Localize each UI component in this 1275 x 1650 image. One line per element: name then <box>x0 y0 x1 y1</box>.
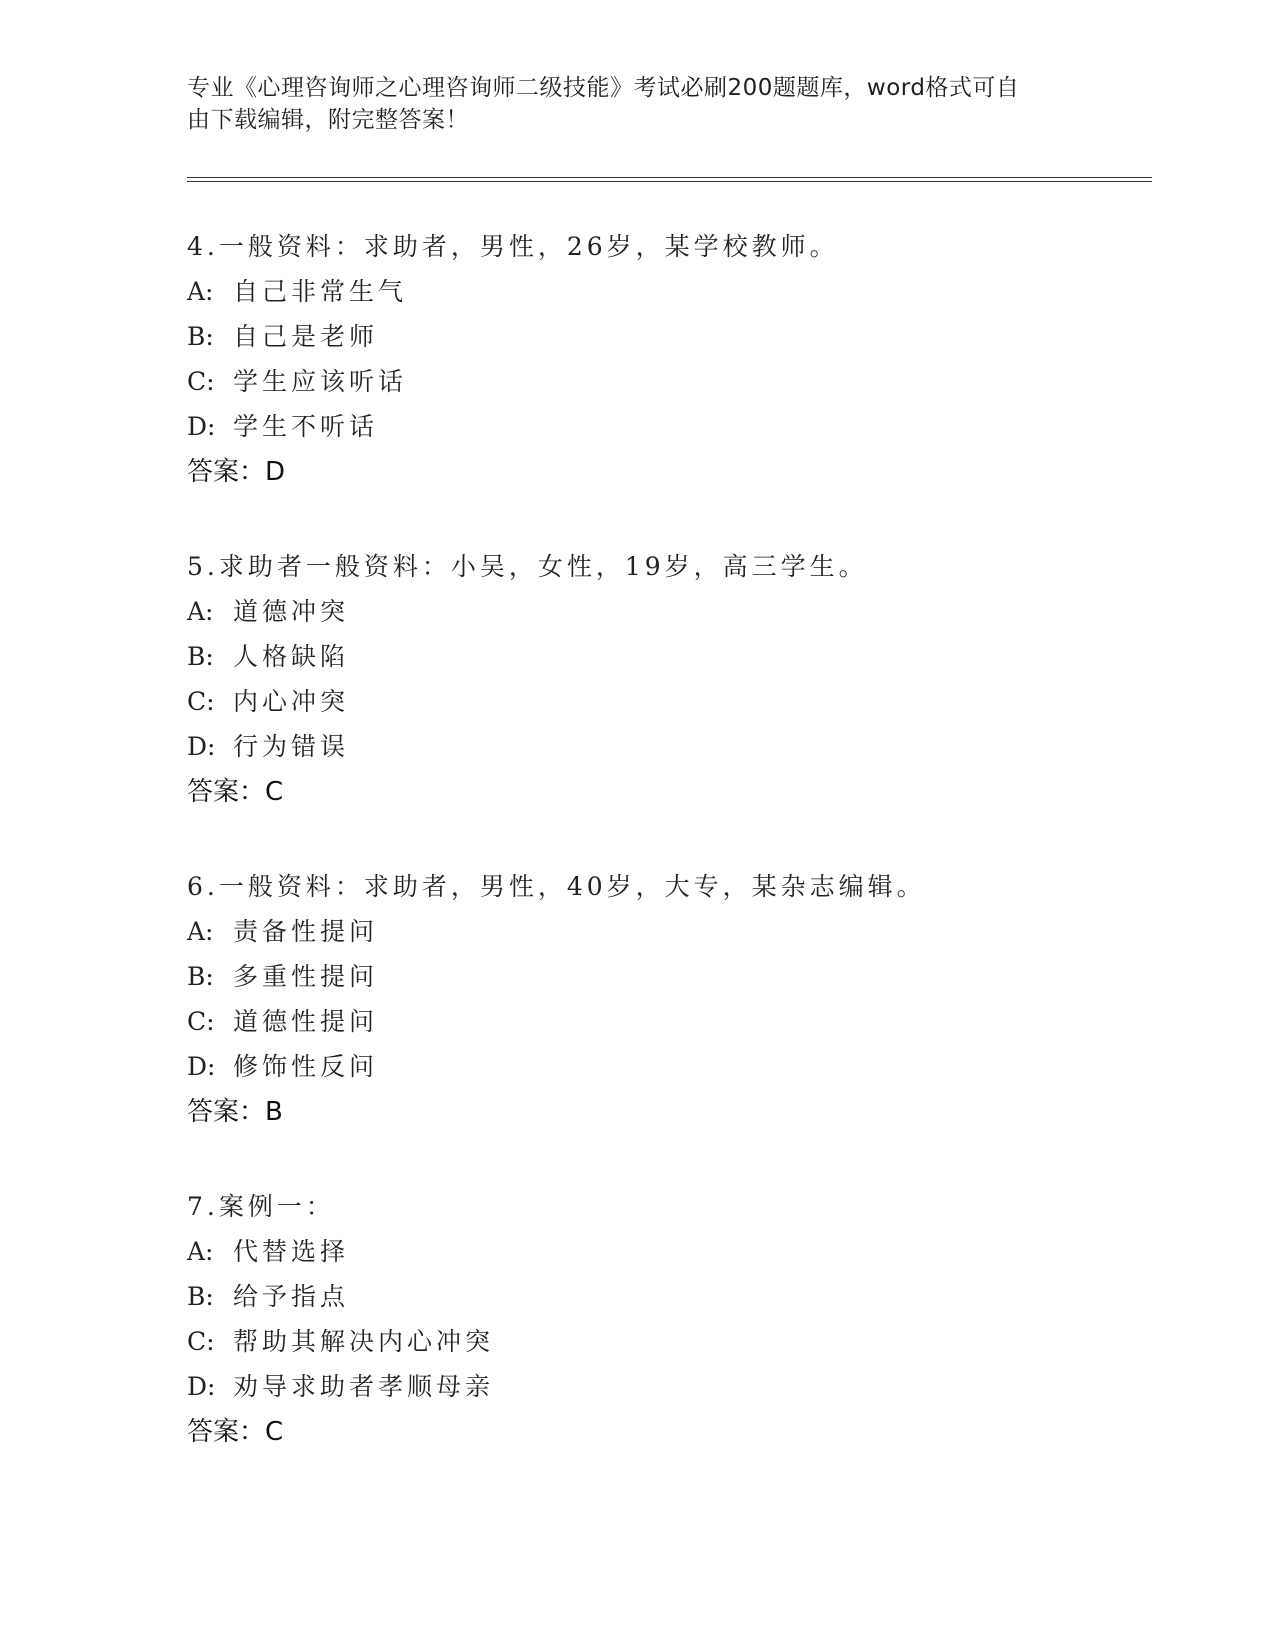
option-text: 行为错误 <box>233 732 350 761</box>
answer-line: 答案：C <box>187 1417 284 1447</box>
header-divider-top <box>187 177 1152 178</box>
option-text: 代替选择 <box>233 1237 350 1266</box>
option-d <box>187 732 349 762</box>
option-c <box>187 1007 378 1037</box>
option-a <box>187 1237 349 1267</box>
option-letter: C: <box>187 1327 215 1356</box>
question-item <box>187 1192 1147 1512</box>
document-header <box>187 72 1067 136</box>
option-text: 学生应该听话 <box>233 367 408 396</box>
question-stem: 5.求助者一般资料：小吴，女性，19岁，高三学生。 <box>187 552 868 581</box>
question-item <box>187 552 1147 872</box>
option-letter: B: <box>187 962 214 991</box>
option-text: 道德性提问 <box>233 1007 379 1036</box>
question-stem: 7.案例一： <box>187 1192 335 1221</box>
question-stem: 4.一般资料：求助者，男性，26岁，某学校教师。 <box>187 232 839 261</box>
option-letter: D: <box>187 732 216 761</box>
option-d <box>187 1372 494 1402</box>
answer-line: 答案：D <box>187 457 286 487</box>
option-c <box>187 1327 494 1357</box>
option-c <box>187 367 407 397</box>
option-letter: B: <box>187 1282 214 1311</box>
header-line-1: 专业《心理咨询师之心理咨询师二级技能》考试必刷200题题库，word格式可自 <box>187 75 1020 101</box>
option-text: 多重性提问 <box>233 962 379 991</box>
option-text: 内心冲突 <box>233 687 350 716</box>
option-text: 劝导求助者孝顺母亲 <box>233 1372 495 1401</box>
option-b <box>187 642 349 672</box>
question-item <box>187 232 1147 552</box>
option-c <box>187 687 349 717</box>
answer-line: 答案：B <box>187 1097 283 1127</box>
option-text: 修饰性反问 <box>233 1052 379 1081</box>
option-letter: C: <box>187 687 215 716</box>
option-letter: B: <box>187 642 214 671</box>
option-b <box>187 962 378 992</box>
option-d <box>187 1052 378 1082</box>
option-text: 学生不听话 <box>233 412 379 441</box>
question-list <box>187 232 1147 1512</box>
option-d <box>187 412 378 442</box>
option-letter: A: <box>187 597 214 626</box>
header-divider-bottom <box>187 181 1152 182</box>
option-text: 自己是老师 <box>233 322 379 351</box>
option-a <box>187 917 378 947</box>
option-text: 道德冲突 <box>233 597 350 626</box>
question-item <box>187 872 1147 1192</box>
option-letter: A: <box>187 1237 214 1266</box>
option-b <box>187 1282 349 1312</box>
option-text: 责备性提问 <box>233 917 379 946</box>
option-letter: D: <box>187 1372 216 1401</box>
option-letter: A: <box>187 917 214 946</box>
option-b <box>187 322 378 352</box>
option-letter: B: <box>187 322 214 351</box>
option-letter: C: <box>187 367 215 396</box>
option-text: 自己非常生气 <box>233 277 408 306</box>
option-letter: D: <box>187 412 216 441</box>
header-line-2: 由下载编辑，附完整答案！ <box>187 107 469 133</box>
question-stem: 6.一般资料：求助者，男性，40岁，大专，某杂志编辑。 <box>187 872 926 901</box>
option-text: 人格缺陷 <box>233 642 350 671</box>
option-text: 给予指点 <box>233 1282 350 1311</box>
option-a <box>187 277 407 307</box>
option-a <box>187 597 349 627</box>
option-letter: A: <box>187 277 214 306</box>
option-letter: D: <box>187 1052 216 1081</box>
option-letter: C: <box>187 1007 215 1036</box>
option-text: 帮助其解决内心冲突 <box>233 1327 495 1356</box>
answer-line: 答案：C <box>187 777 284 807</box>
